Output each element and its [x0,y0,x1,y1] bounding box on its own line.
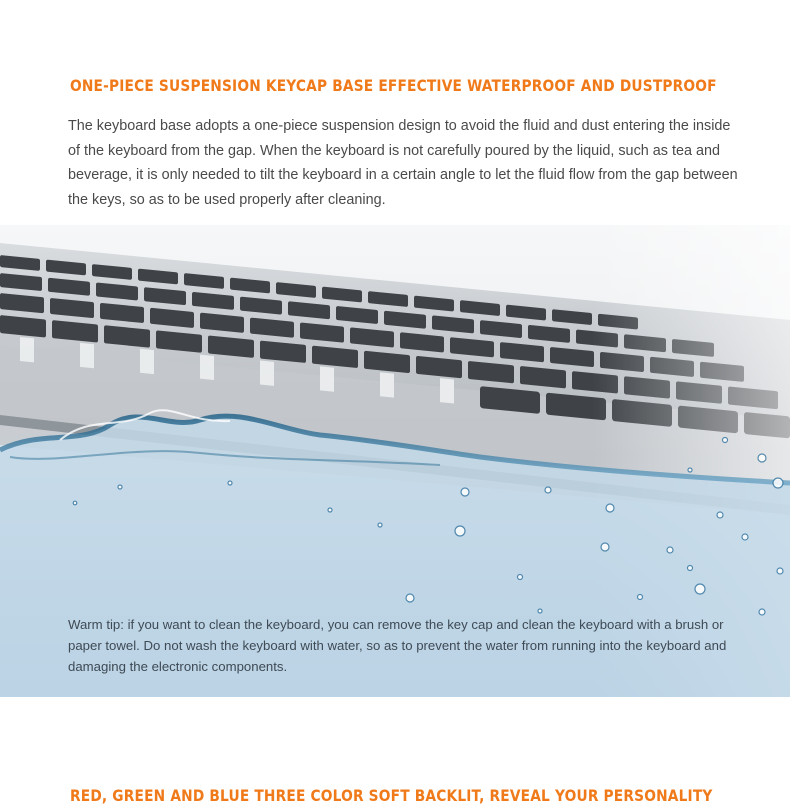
section-1-description: The keyboard base adopts a one-piece suspension design to avoid the fluid and dust entering the inside of the keyboard from the gap. When the keyboard is not carefully poured by the liquid, such as tea and beverage, it is only needed to tilt the keyboard in a certain angle to let the fluid flow from the gap between the keys, so as to be used properly after cleaning. [68,118,738,208]
section-2-title: RED, GREEN AND BLUE THREE COLOR SOFT BACKLIT, REVEAL YOUR PERSONALITY [70,786,713,805]
warm-tip-text: Warm tip: if you want to clean the keyboard, you can remove the key cap and clean the keyboard with a brush or paper towel. Do not wash the keyboard with water, so as to prevent the water from running into the keyboard and damaging the electronic components. [68,617,727,674]
section-1-title: ONE-PIECE SUSPENSION KEYCAP BASE EFFECTIVE WATERPROOF AND DUSTPROOF [70,76,717,95]
